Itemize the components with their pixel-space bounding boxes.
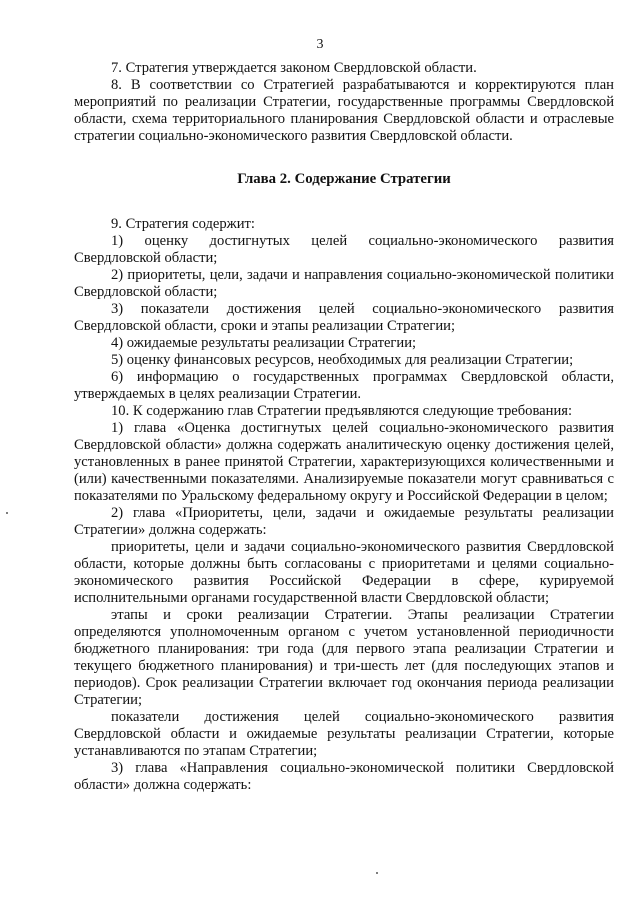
sub-item-stages: этапы и сроки реализации Стратегии. Этапы реализации Стратегии определяются уполномоченным органом с учетом установленной периодичности бюджетного планирования: три года (для первого этапа реализации Стратегии и текущего бюджетного планирования) и три-шесть лет (для последующих этапов и периодов). Срок реализации Стратегии включает год окончания периода реализации Стратегии; — [74, 607, 614, 708]
list-item-9-6: 6) информацию о государственных программах Свердловской области, утверждаемых в целях реализации Стратегии. — [74, 369, 614, 402]
page-number: 3 — [316, 37, 324, 52]
chapter-heading: Глава 2. Содержание Стратегии — [237, 171, 451, 187]
sub-item-indicators: показатели достижения целей социально-экономического развития Свердловской области и ожидаемые результаты реализации Стратегии, которые устанавливаются по этапам Стратегии; — [74, 709, 614, 759]
list-item-10-3: 3) глава «Направления социально-экономической политики Свердловской области» должна содержать: — [74, 760, 614, 793]
list-item-9-5: 5) оценку финансовых ресурсов, необходимых для реализации Стратегии; — [111, 352, 574, 368]
list-item-9-3: 3) показатели достижения целей социально-экономического развития Свердловской области, сроки и этапы реализации Стратегии; — [74, 301, 614, 334]
list-item-9-4: 4) ожидаемые результаты реализации Стратегии; — [111, 335, 417, 351]
list-item-10-1: 1) глава «Оценка достигнутых целей социально-экономического развития Свердловской области» должна содержать аналитическую оценку достижения целей, установленных в ранее принятой Стратегии, характеризующихся количественными и (или) качественными показателями. Анализируемые показатели могут сравниваться с показателями по Уральскому федеральному округу и Российской Федерации в целом; — [74, 420, 614, 504]
paragraph-7: 7. Стратегия утверждается законом Свердловской области. — [111, 60, 477, 76]
list-item-9-1: 1) оценку достигнутых целей социально-экономического развития Свердловской области; — [74, 233, 614, 266]
paragraph-8: 8. В соответствии со Стратегией разрабатываются и корректируются план мероприятий по реализации Стратегии, государственные программы Свердловской области, схема территориального планирования Свердловской области и отраслевые стратегии социально-экономического развития Свердловской области. — [74, 77, 614, 144]
list-item-9-2: 2) приоритеты, цели, задачи и направления социально-экономической политики Свердловской области; — [74, 267, 614, 300]
paragraph-9: 9. Стратегия содержит: — [111, 216, 255, 232]
sub-item-priorities: приоритеты, цели и задачи социально-экономического развития Свердловской области, которые должны быть согласованы с приоритетами и целями социально-экономического развития Российской Федерации в сфере, курируемой исполнительными органами государственной власти Свердловской области; — [74, 539, 614, 606]
list-item-10-2: 2) глава «Приоритеты, цели, задачи и ожидаемые результаты реализации Стратегии» должна содержать: — [74, 505, 614, 538]
scan-speck-bottom — [376, 872, 378, 874]
paragraph-10: 10. К содержанию глав Стратегии предъявляются следующие требования: — [111, 403, 573, 419]
scan-speck-left — [6, 512, 8, 514]
document-body — [74, 60, 614, 794]
